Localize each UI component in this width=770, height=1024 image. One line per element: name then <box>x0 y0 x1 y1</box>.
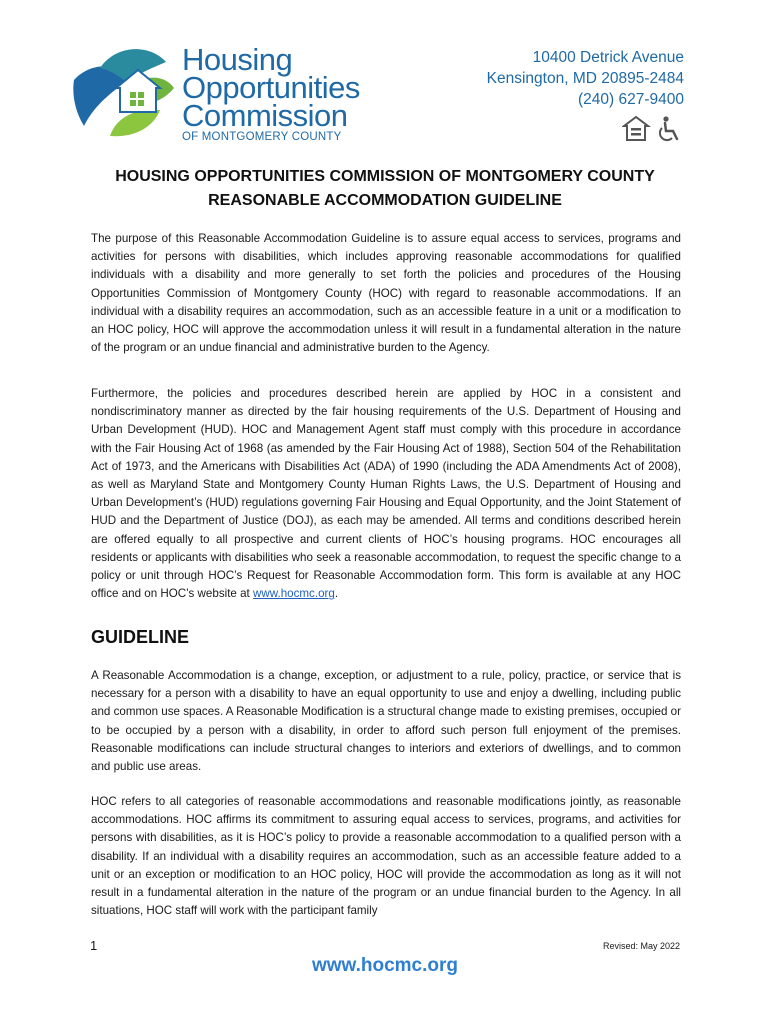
address-street: 10400 Detrick Avenue <box>532 49 684 66</box>
compliance-icons <box>622 115 684 143</box>
page-number: 1 <box>90 938 98 953</box>
revised-date: Revised: May 2022 <box>602 941 680 951</box>
logo-line-housing: Housing <box>182 42 293 77</box>
logo-subtitle: OF MONTGOMERY COUNTY <box>182 131 342 143</box>
footer-website[interactable]: www.hocmc.org <box>311 955 459 976</box>
paragraph-policies-end: . <box>334 587 339 601</box>
hoc-logo-icon <box>70 40 180 140</box>
hocmc-website-link[interactable]: www.hocmc.org <box>253 587 335 601</box>
logo-line-commission: Commission <box>182 98 348 133</box>
title-line-1: HOUSING OPPORTUNITIES COMMISSION OF MONTGOMERY COUNTY <box>115 168 655 185</box>
document-title <box>0 165 770 213</box>
address-block <box>487 47 684 110</box>
paragraph-policies <box>91 385 681 603</box>
address-city: Kensington, MD 20895-2484 <box>486 70 684 87</box>
paragraph-definition: A Reasonable Accommodation is a change, exception, or adjustment to a rule, policy, practice, or service that is necessary for a person with a disability to have an equal opportunity to use and enjoy a dwelling, including public and common use spaces. A Reasonable Modification is a structural change made to existing premises, occupied or to be occupied by a person with a disability, in order to afford such person full enjoyment of the premises. Reasonable modifications can include structural changes to interiors and exteriors of dwellings, and to common and public use areas. <box>91 669 681 774</box>
paragraph-policies-text: Furthermore, the policies and procedures described herein are applied by HOC in a consistent and nondiscriminatory manner as directed by the fair housing requirements of the U.S. Department of Housing and Urban Development (HUD). HOC and Management Agent staff must comply with this procedure in accordance with the Fair Housing Act of 1968 (as amended by the Fair Housing Act of 1988), Section 504 of the Rehabilitation Act of 1973, and the Americans with Disabilities Act (ADA) of 1990 (including the ADA Amendments Act of 2008), as well as Maryland State and Montgomery County Human Rights Laws, the U.S. Department of Housing and Urban Development’s (HUD) regulations governing Fair Housing and Equal Opportunity, and the Joint Statement of HUD and the Department of Justice (DOJ), as each may be amended. All terms and conditions described herein are offered equally to all prospective and current clients of HOC’s housing programs. HOC encourages all residents or applicants with disabilities who seek a reasonable accommodation, to request the specific change to a policy or unit through HOC’s Request for Reasonable Accommodation form. This form is available at any HOC office and on HOC’s website at <box>91 387 681 601</box>
paragraph-purpose: The purpose of this Reasonable Accommodation Guideline is to assure equal access to services, programs and activities for persons with disabilities, which includes approving reasonable accommodations for qualified individuals with a disability and more generally to set forth the policies and procedures of the Housing Opportunities Commission of Montgomery County (HOC) with regard to reasonable accommodations. If an individual with a disability requires an accommodation, such as an accessible feature in a unit or a modification to an HOC policy, HOC will approve the accommodation unless it will result in a fundamental alteration in the nature of the program or an undue financial and administrative burden to the Agency. <box>91 232 681 355</box>
accessibility-icon <box>660 116 677 140</box>
equal-housing-icon <box>624 117 648 140</box>
section-heading-guideline: GUIDELINE <box>91 627 190 647</box>
hoc-logo <box>70 40 370 148</box>
address-phone: (240) 627-9400 <box>578 91 684 108</box>
title-line-2: REASONABLE ACCOMMODATION GUIDELINE <box>208 192 562 209</box>
paragraph-commitment: HOC refers to all categories of reasonable accommodations and reasonable modifications jointly, as reasonable accommodations. HOC affirms its commitment to assuring equal access to services, programs, and activities for persons with disabilities, as it is HOC’s policy to provide a reasonable accommodation to a qualified person with a disability. If an individual with a disability requires an accommodation, such as an accessible feature added to a unit or an exception or modification to an HOC policy, HOC will provide the accommodation as long as it will not result in a fundamental alteration in the nature of the program or an undue financial burden to the Agency. In all situations, HOC staff will work with the participant family <box>91 795 681 918</box>
logo-line-opportunities: Opportunities <box>182 70 360 105</box>
logo-wordmark <box>182 42 360 133</box>
